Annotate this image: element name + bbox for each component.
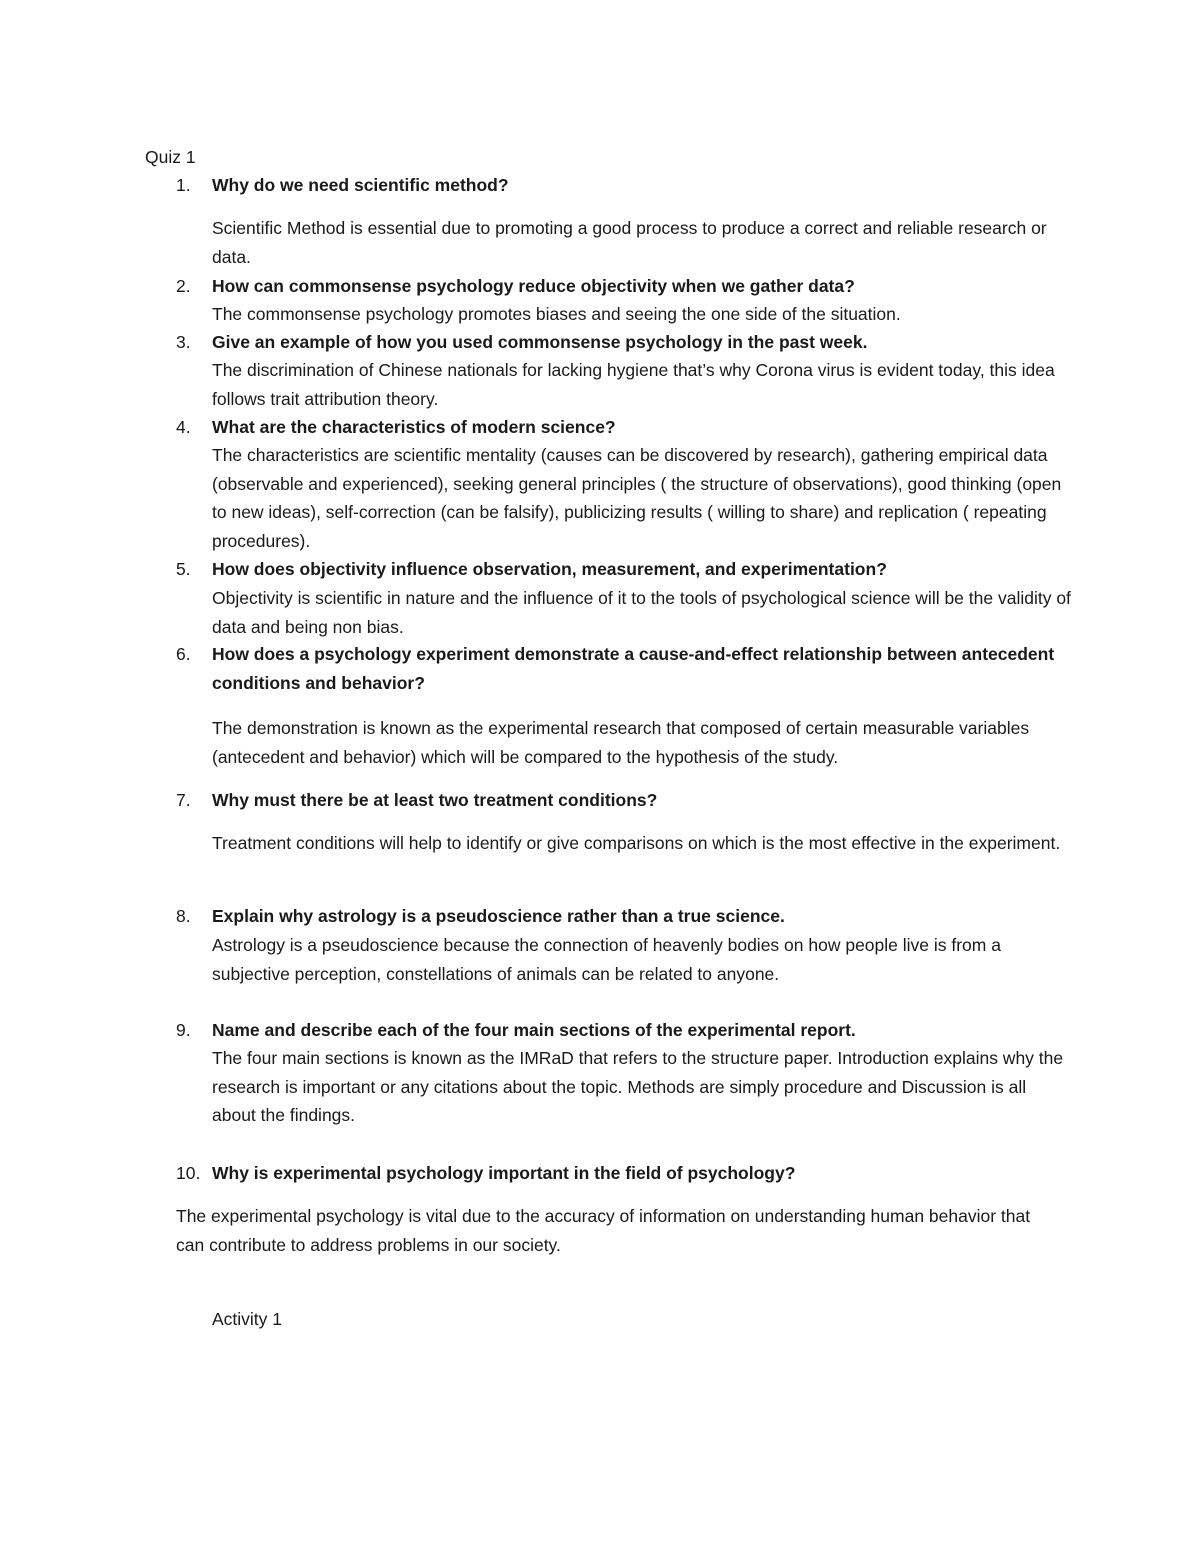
- answer-text: The demonstration is known as the experimental research that composed of certain measurable variables (antecedent and behavior) which will be compared to the hypothesis of the study.: [212, 718, 1030, 767]
- question-number: 5.: [176, 559, 191, 579]
- question-number: 3.: [176, 332, 191, 352]
- answer-text: The four main sections is known as the IMRaD that refers to the structure paper. Introduction explains why the research is important or any citations about the topic. Methods are simply procedure and Discussion is all about the findings.: [212, 1048, 1064, 1125]
- answer-text: The experimental psychology is vital due to the accuracy of information on understanding human behavior that can contribute to address problems in our society.: [176, 1206, 1031, 1255]
- question-text: Give an example of how you used commonsense psychology in the past week.: [212, 332, 868, 352]
- answer-text: The discrimination of Chinese nationals for lacking hygiene that’s why Corona virus is evident today, this idea follows trait attribution theory.: [212, 360, 1055, 409]
- question-number: 10.: [176, 1163, 201, 1183]
- answer-text: The commonsense psychology promotes biases and seeing the one side of the situation.: [212, 304, 901, 324]
- question-text: Why do we need scientific method?: [212, 175, 509, 195]
- question-number: 9.: [176, 1020, 191, 1040]
- question-text: Name and describe each of the four main sections of the experimental report.: [212, 1020, 856, 1040]
- answer-text: Scientific Method is essential due to promoting a good process to produce a correct and reliable research or data.: [212, 218, 1047, 267]
- answer-text: Treatment conditions will help to identify or give comparisons on which is the most effective in the experiment.: [212, 833, 1061, 853]
- question-text: What are the characteristics of modern science?: [212, 417, 616, 437]
- question-number: 8.: [176, 906, 191, 926]
- page-title: Quiz 1: [145, 147, 196, 167]
- question-number: 6.: [176, 644, 191, 664]
- question-number: 1.: [176, 175, 191, 195]
- question-text: Explain why astrology is a pseudoscience rather than a true science.: [212, 906, 785, 926]
- question-text: How can commonsense psychology reduce objectivity when we gather data?: [212, 276, 855, 296]
- answer-text: Astrology is a pseudoscience because the connection of heavenly bodies on how people live is from a subjective perception, constellations of animals can be related to anyone.: [212, 935, 1001, 984]
- question-text: How does a psychology experiment demonstrate a cause-and-effect relationship between antecedent conditions and behavior?: [212, 644, 1055, 693]
- question-number: 2.: [176, 276, 191, 296]
- question-number: 7.: [176, 790, 191, 810]
- question-text: Why must there be at least two treatment conditions?: [212, 790, 658, 810]
- question-number: 4.: [176, 417, 191, 437]
- question-text: How does objectivity influence observation, measurement, and experimentation?: [212, 559, 887, 579]
- question-text: Why is experimental psychology important in the field of psychology?: [212, 1163, 796, 1183]
- answer-text: Objectivity is scientific in nature and the influence of it to the tools of psychological science will be the validity of data and being non bias.: [212, 588, 1071, 637]
- answer-text: The characteristics are scientific mentality (causes can be discovered by research), gathering empirical data (observable and experienced), seeking general principles ( the structure of observations), good thinking (open to new ideas), self-correction (can be falsify), publicizing results ( willing to share) and replication ( repeating procedures).: [212, 445, 1062, 551]
- activity-heading: Activity 1: [212, 1309, 283, 1329]
